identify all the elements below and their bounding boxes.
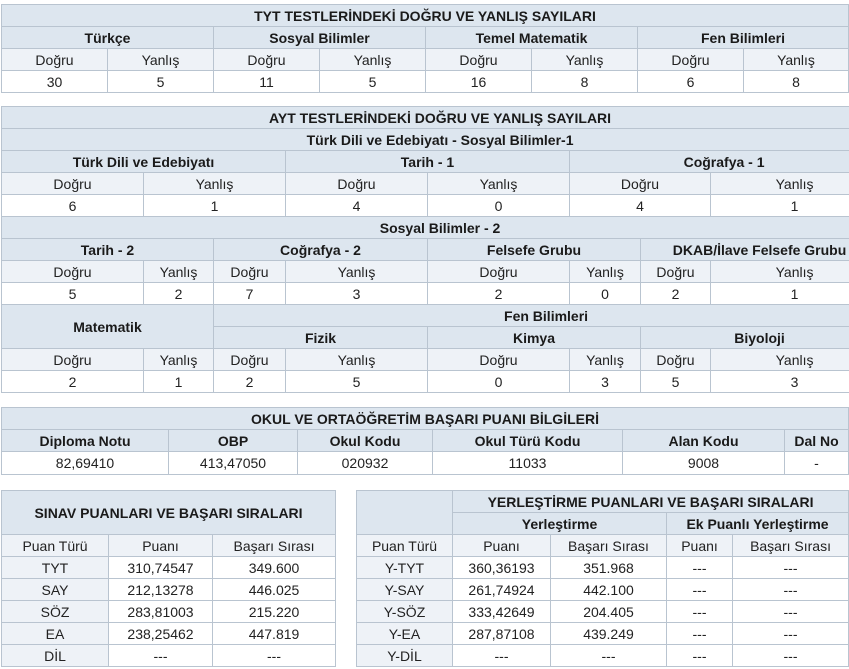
dogru-label: Doğru (641, 349, 711, 371)
dogru-label: Doğru (428, 261, 570, 283)
puan-value: 261,74924 (453, 579, 551, 601)
tyt-subject: Temel Matematik (426, 27, 638, 49)
okul-value: 82,69410 (2, 452, 169, 475)
dogru-label: Doğru (570, 173, 711, 195)
okul-value: 9008 (623, 452, 785, 475)
puan-value: 333,42649 (453, 601, 551, 623)
sinav-table (1, 490, 336, 667)
sira-value: --- (213, 645, 336, 667)
ek-puan-value: --- (667, 623, 733, 645)
yanlis-label: Yanlış (108, 49, 214, 71)
dogru-value: 6 (638, 71, 744, 93)
okul-header: OBP (169, 430, 298, 452)
yanlis-value: 3 (570, 371, 641, 393)
dogru-label: Doğru (286, 173, 428, 195)
ayt-subject: Felsefe Grubu (428, 239, 641, 261)
sira-value: 349.600 (213, 557, 336, 579)
dogru-value: 5 (2, 283, 144, 305)
ayt-subject: Coğrafya - 2 (214, 239, 428, 261)
puan-value: 360,36193 (453, 557, 551, 579)
sira-value: 439.249 (551, 623, 667, 645)
okul-header: Dal No (785, 430, 849, 452)
dogru-label: Doğru (638, 49, 744, 71)
tyt-subject: Fen Bilimleri (638, 27, 849, 49)
tyt-subject: Türkçe (2, 27, 214, 49)
sira-value: 351.968 (551, 557, 667, 579)
puan-value: 287,87108 (453, 623, 551, 645)
ek-puan-value: --- (667, 557, 733, 579)
sira-value: 447.819 (213, 623, 336, 645)
yer-group-a: Yerleştirme (453, 513, 667, 535)
yanlis-label: Yanlış (711, 261, 849, 283)
dogru-value: 7 (214, 283, 286, 305)
ayt-subject: Tarih - 2 (2, 239, 214, 261)
yanlis-value: 5 (320, 71, 426, 93)
ayt-fen-title: Fen Bilimleri (214, 305, 849, 327)
dogru-label: Doğru (641, 261, 711, 283)
dogru-value: 0 (428, 371, 570, 393)
ayt-subject: Fizik (214, 327, 428, 349)
yer-header: Puanı (453, 535, 551, 557)
dogru-value: 30 (2, 71, 108, 93)
dogru-value: 2 (2, 371, 144, 393)
dogru-label: Doğru (426, 49, 532, 71)
yanlis-value: 5 (286, 371, 428, 393)
yanlis-label: Yanlış (711, 349, 849, 371)
yanlis-value: 1 (711, 195, 849, 217)
puan-turu: TYT (2, 557, 109, 579)
dogru-label: Doğru (2, 261, 144, 283)
ayt-subject: DKAB/İlave Felsefe Grubu (641, 239, 849, 261)
okul-header: Okul Türü Kodu (433, 430, 623, 452)
sira-value: 446.025 (213, 579, 336, 601)
okul-header: Okul Kodu (298, 430, 433, 452)
dogru-label: Doğru (2, 173, 144, 195)
yanlis-value: 8 (744, 71, 849, 93)
yanlis-value: 1 (144, 371, 214, 393)
puan-value: --- (109, 645, 213, 667)
sinav-header: Puanı (109, 535, 213, 557)
dogru-value: 5 (641, 371, 711, 393)
yer-header: Puanı (667, 535, 733, 557)
yanlis-label: Yanlış (744, 49, 849, 71)
yer-title: YERLEŞTİRME PUANLARI VE BAŞARI SIRALARI (453, 491, 849, 513)
puan-turu: Y-EA (357, 623, 453, 645)
ayt-group2-title: Sosyal Bilimler - 2 (2, 217, 849, 239)
puan-turu: Y-DİL (357, 645, 453, 667)
ek-sira-value: --- (733, 645, 849, 667)
puan-value: 238,25462 (109, 623, 213, 645)
ayt-subject: Türk Dili ve Edebiyatı (2, 151, 286, 173)
ayt-title: AYT TESTLERİNDEKİ DOĞRU VE YANLIŞ SAYILARI (2, 107, 849, 129)
ek-sira-value: --- (733, 579, 849, 601)
sira-value: 215.220 (213, 601, 336, 623)
ek-sira-value: --- (733, 557, 849, 579)
okul-value: 020932 (298, 452, 433, 475)
sinav-header: Puan Türü (2, 535, 109, 557)
dogru-label: Doğru (214, 349, 286, 371)
yer-empty-corner (357, 491, 453, 535)
okul-header: Diploma Notu (2, 430, 169, 452)
yanlis-label: Yanlış (570, 349, 641, 371)
yanlis-label: Yanlış (144, 173, 286, 195)
yanlis-value: 0 (428, 195, 570, 217)
okul-value: 11033 (433, 452, 623, 475)
puan-turu: Y-SÖZ (357, 601, 453, 623)
sira-value: 204.405 (551, 601, 667, 623)
ayt-subject: Tarih - 1 (286, 151, 570, 173)
puan-turu: DİL (2, 645, 109, 667)
yanlis-value: 1 (711, 283, 849, 305)
tyt-subject: Sosyal Bilimler (214, 27, 426, 49)
yanlis-value: 3 (286, 283, 428, 305)
yerlestirme-table (356, 490, 849, 667)
yer-header: Başarı Sırası (551, 535, 667, 557)
yanlis-label: Yanlış (286, 261, 428, 283)
okul-value: - (785, 452, 849, 475)
yanlis-value: 8 (532, 71, 638, 93)
okul-value: 413,47050 (169, 452, 298, 475)
okul-header: Alan Kodu (623, 430, 785, 452)
yanlis-label: Yanlış (711, 173, 849, 195)
yanlis-value: 0 (570, 283, 641, 305)
ayt-subject: Coğrafya - 1 (570, 151, 849, 173)
puan-value: 283,81003 (109, 601, 213, 623)
okul-title: OKUL VE ORTAÖĞRETİM BAŞARI PUANI BİLGİLERİ (2, 408, 849, 430)
yanlis-label: Yanlış (320, 49, 426, 71)
yanlis-label: Yanlış (428, 173, 570, 195)
ayt-matematik-title: Matematik (2, 305, 214, 349)
puan-turu: Y-SAY (357, 579, 453, 601)
sinav-title: SINAV PUANLARI VE BAŞARI SIRALARI (2, 491, 336, 535)
yanlis-value: 5 (108, 71, 214, 93)
yanlis-label: Yanlış (532, 49, 638, 71)
puan-turu: EA (2, 623, 109, 645)
yanlis-value: 1 (144, 195, 286, 217)
puan-value: --- (453, 645, 551, 667)
dogru-value: 16 (426, 71, 532, 93)
dogru-value: 2 (641, 283, 711, 305)
okul-table (1, 407, 849, 475)
tyt-table (1, 4, 849, 93)
sinav-header: Başarı Sırası (213, 535, 336, 557)
dogru-value: 4 (570, 195, 711, 217)
ek-puan-value: --- (667, 645, 733, 667)
puan-turu: SÖZ (2, 601, 109, 623)
tyt-title: TYT TESTLERİNDEKİ DOĞRU VE YANLIŞ SAYILARI (2, 5, 849, 27)
dogru-value: 6 (2, 195, 144, 217)
ayt-subject: Kimya (428, 327, 641, 349)
yer-header: Başarı Sırası (733, 535, 849, 557)
ayt-group1-title: Türk Dili ve Edebiyatı - Sosyal Bilimler-1 (2, 129, 849, 151)
puan-value: 310,74547 (109, 557, 213, 579)
sira-value: 442.100 (551, 579, 667, 601)
dogru-label: Doğru (2, 349, 144, 371)
ek-sira-value: --- (733, 601, 849, 623)
yanlis-value: 2 (144, 283, 214, 305)
dogru-label: Doğru (2, 49, 108, 71)
yanlis-label: Yanlış (286, 349, 428, 371)
puan-turu: SAY (2, 579, 109, 601)
dogru-value: 2 (428, 283, 570, 305)
puan-value: 212,13278 (109, 579, 213, 601)
yanlis-label: Yanlış (144, 349, 214, 371)
yanlis-label: Yanlış (570, 261, 641, 283)
sira-value: --- (551, 645, 667, 667)
ek-sira-value: --- (733, 623, 849, 645)
dogru-value: 4 (286, 195, 428, 217)
dogru-value: 11 (214, 71, 320, 93)
yanlis-value: 3 (711, 371, 849, 393)
yanlis-label: Yanlış (144, 261, 214, 283)
ek-puan-value: --- (667, 579, 733, 601)
ayt-table (1, 106, 849, 393)
ayt-subject: Biyoloji (641, 327, 849, 349)
ek-puan-value: --- (667, 601, 733, 623)
yer-header: Puan Türü (357, 535, 453, 557)
dogru-label: Doğru (214, 49, 320, 71)
puan-turu: Y-TYT (357, 557, 453, 579)
yer-group-b: Ek Puanlı Yerleştirme (667, 513, 849, 535)
dogru-label: Doğru (214, 261, 286, 283)
dogru-value: 2 (214, 371, 286, 393)
dogru-label: Doğru (428, 349, 570, 371)
